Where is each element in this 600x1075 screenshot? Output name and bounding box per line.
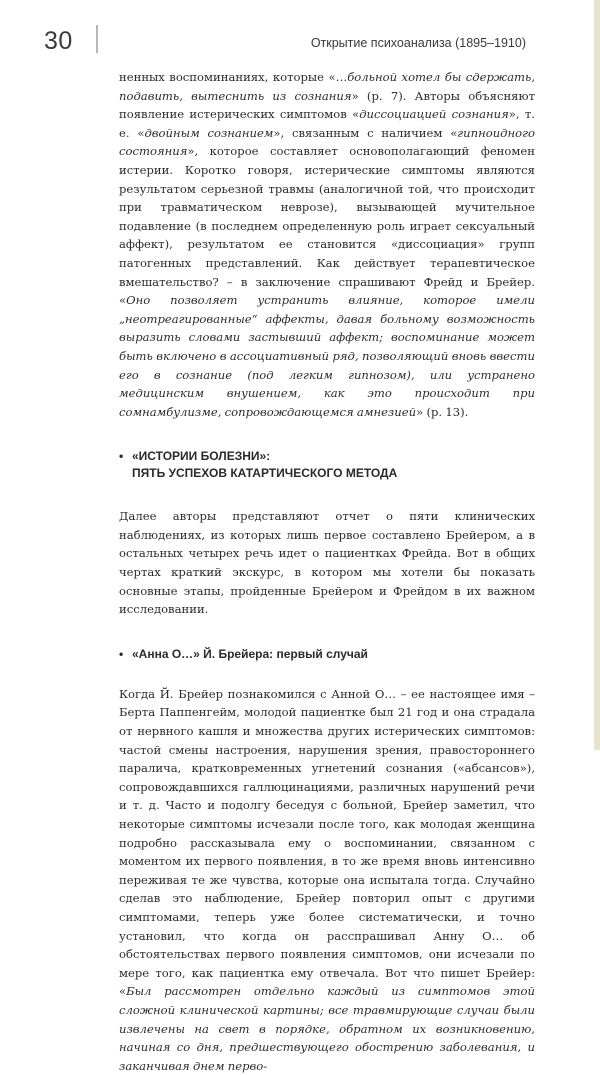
intro-quote-3: двойным сознанием (144, 125, 274, 140)
page-body (119, 68, 535, 1075)
case-histories-paragraph: Далее авторы представляют отчет о пяти клинических наблюдениях, из которых лишь первое составлено Брейером, а в остальных четырех речь идет о пациентках Фрейда. Вот в общих чертах краткий экскурс, в котором мы хотели бы показать основные этапы, пройденные Брейером и Фрейдом в их важном исследовании. (119, 509, 535, 617)
intro-text-5: », которое составляет основополагающий феномен истерии. Коротко говоря, истерические симптомы являются результатом серьезной травмы (аналогичной той, что происходит при травматическом неврозе), вызывающей мучительное подавление (в последнем определенную роль играет сексуальный аффект), результатом ее становится «диссоциация» групп патогенных представлений. Как действует терапевтическое вмешательство? – в заключение спрашивают Фрейд и Брейер. « (119, 144, 535, 308)
page-number: 30 (44, 27, 73, 55)
section-heading-line-2: ПЯТЬ УСПЕХОВ КАТАРТИЧЕСКОГО МЕТОДА (132, 466, 398, 481)
intro-text-6: » (р. 13). (416, 404, 469, 419)
bullet-icon: • (119, 646, 124, 661)
header-divider (96, 25, 98, 53)
running-head: Открытие психоанализа (1895–1910) (310, 36, 526, 50)
intro-text-3: », т. е. « (119, 107, 535, 140)
section-heading-text: «Анна О…» Й. Брейера: первый случай (132, 646, 368, 661)
intro-text-4: », связанным с наличием « (273, 125, 458, 140)
section-heading-anna-o (119, 646, 535, 663)
anna-o-text: Когда Й. Брейер познакомился с Анной О… – ее настоящее имя – Берта Паппенгейм, молодой пациентке был 21 год и она страдала от нервного кашля и множества других истерических симптомов: частой смены настроения, нарушения зрения, правостороннего паралича, кратковременных угнетений сознания («абсансов»), сопровождавшихся галлюцинациями, различных нарушений речи и т. д. Часто и подолгу беседуя с больной, Брейер заметил, что некоторые симптомы исчезали после того, как молодая женщина подробно рассказывала ему о воспоминании, связанном с моментом их первого появления, в то же время вновь интенсивно переживая те же чувства, которые она испытала тогда. Случайно сделав это наблюдение, Брейер повторил опыт с другими симптомами, теперь уже более систематически, и точно установил, что когда он расспрашивал Анну О… об обстоятельствах первого появления симптомов, они исчезали по мере того, как пациентка ему отвечала. Вот что пишет Брейер: « (119, 686, 535, 999)
intro-quote-5: Оно позволяет устранить влияние, которое имели „неотреагированные“ аффекты, давая больному возможность выразить словами застывший аффект; воспоминание может быть включено в ассоциативный ряд, позволяющий вновь ввести его в сознание (под легким гипнозом), или устранено медицинским внушением, как это происходит при сомнамбулизме, сопровождающемся амнезией (119, 293, 535, 419)
intro-quote-4: гипноидного состояния (119, 125, 535, 159)
section-heading-line-1: «ИСТОРИИ БОЛЕЗНИ»: (132, 449, 271, 464)
section-heading-case-histories (119, 448, 535, 482)
intro-quote-2: диссоциацией сознания (359, 107, 509, 122)
intro-text-1: ненных воспоминаниях, которые «… (119, 70, 348, 84)
intro-paragraph (119, 68, 535, 421)
intro-quote-1: больной хотел бы сдержать, подавить, вытеснить из сознания (119, 70, 535, 103)
anna-o-paragraph (119, 685, 535, 1075)
intro-text-2: » (р. 7). Авторы объясняют появление истерических симптомов « (119, 88, 535, 122)
page-edge (594, 0, 600, 750)
bullet-icon: • (119, 449, 124, 464)
anna-o-quote: Был рассмотрен отдельно каждый из симптомов этой сложной клинической картины; все травмирующие случаи были извлечены на свет в порядке, обратном их возникновению, начиная со дня, предшествующего обострению заболевания, и заканчивая днем перво- (119, 984, 535, 1073)
